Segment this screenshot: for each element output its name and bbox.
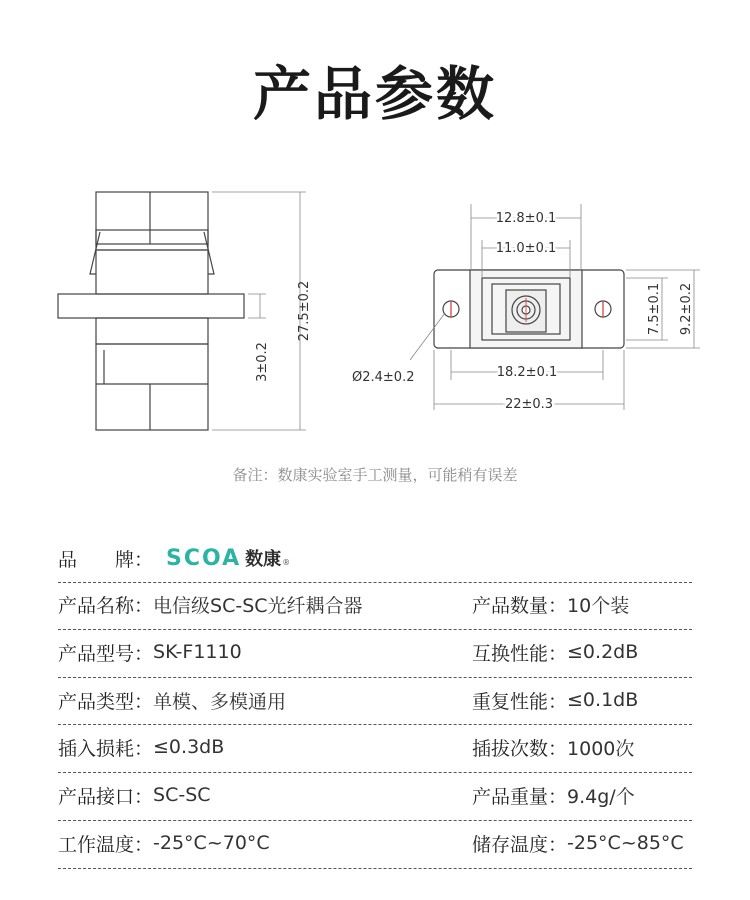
spec-value: 1000次 [567, 737, 635, 760]
spec-cell-right [472, 782, 635, 809]
dim-height-label: 27.5±0.2 [297, 280, 312, 342]
row-divider [58, 868, 692, 869]
brand-row [58, 540, 290, 576]
side-view-drawing [58, 192, 244, 430]
row-divider [58, 629, 692, 630]
spec-label: 重复性能： [472, 690, 568, 713]
spec-value: ≤0.1dB [567, 689, 639, 711]
spec-cell-right [472, 734, 634, 761]
spec-label: 工作温度： [58, 833, 154, 856]
spec-cell-left [58, 591, 363, 618]
spec-cell-right [472, 830, 684, 857]
spec-row [58, 729, 692, 765]
spec-value: 电信级SC-SC光纤耦合器 [153, 594, 363, 617]
spec-value: -25°C~85°C [567, 832, 684, 854]
spec-label: 产品名称： [58, 594, 154, 617]
brand-logo-cn: 数康 [245, 549, 282, 570]
spec-value: 9.4g/个 [567, 785, 635, 808]
front-view-drawing [434, 270, 624, 348]
spec-row [58, 586, 692, 622]
spec-cell-right [472, 639, 638, 666]
dim-top-outer-label: 12.8±0.1 [495, 211, 557, 226]
spec-value: ≤0.2dB [567, 641, 639, 663]
spec-row [58, 634, 692, 670]
spec-label: 插入损耗： [58, 737, 154, 760]
row-divider [58, 772, 692, 773]
spec-cell-left [58, 639, 242, 666]
spec-value: 单模、多模通用 [153, 690, 287, 713]
registered-mark: ® [282, 558, 291, 567]
dim-right-inner-label: 7.5±0.1 [647, 282, 662, 336]
spec-row [58, 682, 692, 718]
brand-logo [166, 545, 290, 571]
dim-hole-label: Ø2.4±0.2 [352, 370, 415, 385]
spec-value: -25°C~70°C [153, 832, 270, 854]
dim-bottom-inner-label: 18.2±0.1 [496, 365, 558, 380]
spec-cell-left [58, 687, 286, 714]
dim-top-inner-label: 11.0±0.1 [495, 241, 557, 256]
row-divider [58, 820, 692, 821]
row-divider [58, 582, 692, 583]
spec-row [58, 777, 692, 813]
page-title: 产品参数 [252, 60, 497, 128]
spec-cell-right [472, 687, 638, 714]
dim-right-outer-label: 9.2±0.2 [679, 282, 694, 336]
side-view-dimensions [212, 192, 306, 430]
spec-value: SC-SC [153, 784, 211, 806]
spec-value: ≤0.3dB [153, 736, 225, 758]
spec-label: 插拔次数： [472, 737, 568, 760]
spec-value: SK-F1110 [153, 641, 242, 663]
row-divider [58, 724, 692, 725]
spec-label: 产品型号： [58, 642, 154, 665]
spec-cell-left [58, 830, 270, 857]
row-divider [58, 677, 692, 678]
spec-value: 10个装 [567, 594, 630, 617]
measurement-note: 备注：数康实验室手工测量，可能稍有误差 [232, 466, 518, 484]
dim-flange-label: 3±0.2 [255, 342, 270, 382]
spec-cell-left [58, 782, 211, 809]
spec-label: 产品类型： [58, 690, 154, 713]
spec-label: 互换性能： [472, 642, 568, 665]
technical-drawings [0, 170, 750, 460]
spec-cell-left [58, 734, 224, 761]
brand-logo-en: SCOA [166, 546, 242, 571]
spec-label: 产品接口： [58, 785, 154, 808]
brand-label: 品 牌： [58, 548, 154, 571]
spec-label: 产品数量： [472, 594, 568, 617]
dim-bottom-outer-label: 22±0.3 [504, 397, 554, 412]
spec-label: 储存温度： [472, 833, 568, 856]
spec-cell-right [472, 591, 629, 618]
spec-label: 产品重量： [472, 785, 568, 808]
spec-row [58, 825, 692, 861]
